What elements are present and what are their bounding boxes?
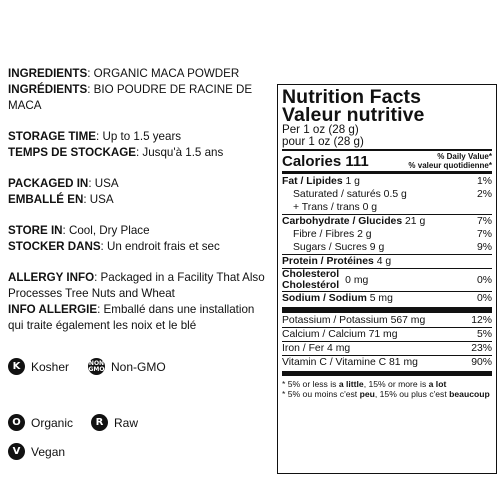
badge-label: Kosher <box>31 359 70 374</box>
product-info <box>8 66 270 334</box>
footnote-fr: * 5% ou moins c'est peu, 15% ou plus c'est beaucoup <box>282 389 490 399</box>
storage-fr: TEMPS DE STOCKAGE: Jusqu'à 1.5 ans <box>8 146 224 159</box>
badge-raw-row <box>91 414 138 431</box>
packaged-en: PACKAGED IN: USA <box>8 177 119 190</box>
sugars-row: Sugars / Sucres 9 g 9% <box>293 242 492 253</box>
store-fr: STOCKER DANS: Un endroit frais et sec <box>8 240 220 253</box>
badge-label: Organic <box>31 415 74 430</box>
packaged-fr: EMBALLÉ EN: USA <box>8 193 114 206</box>
calcium-row: Calcium / Calcium 71 mg 5% <box>282 329 492 340</box>
badge-organic-row <box>8 414 73 431</box>
vegan-icon: V <box>8 443 25 460</box>
store-en: STORE IN: Cool, Dry Place <box>8 224 150 237</box>
calories-label: Calories 111 <box>282 153 369 170</box>
badge-label: Vegan <box>31 444 66 459</box>
protein-row: Protein / Protéines 4 g <box>282 256 392 267</box>
organic-icon: O <box>8 414 25 431</box>
raw-icon: R <box>91 414 108 431</box>
sodium-row: Sodium / Sodium 5 mg 0% <box>282 293 492 304</box>
badge-non-gmo-row <box>88 358 166 375</box>
allergy-en: ALLERGY INFO: Packaged in a Facility That Also Processes Tree Nuts and Wheat <box>8 271 265 300</box>
ingredients-en: INGREDIENTS: ORGANIC MACA POWDER <box>8 67 240 80</box>
iron-row: Iron / Fer 4 mg 23% <box>282 343 492 354</box>
allergy-fr: INFO ALLERGIE: Emballé dans une installation qui traite également les noix et le blé <box>8 303 255 332</box>
carbohydrate-row: Carbohydrate / Glucides 21 g 7% <box>282 216 492 227</box>
badge-label: Raw <box>114 415 139 430</box>
fibre-row: Fibre / Fibres 2 g 7% <box>293 229 492 240</box>
ingredients-fr: INGRÉDIENTS: BIO POUDRE DE RACINE DE MACA <box>8 83 253 112</box>
serving-en: Per 1 oz (28 g) <box>282 123 359 136</box>
badge-vegan-row <box>8 443 65 460</box>
storage-en: STORAGE TIME: Up to 1.5 years <box>8 130 182 143</box>
cholesterol-row: Cholesterol Cholestérol 0 mg 0% <box>282 269 492 291</box>
title-en: Nutrition Facts <box>282 86 422 108</box>
potassium-row: Potassium / Potassium 567 mg 12% <box>282 315 492 326</box>
badge-kosher-row <box>8 358 69 375</box>
calories-row <box>282 152 492 170</box>
saturated-row: Saturated / saturés 0.5 g 2% <box>293 189 492 200</box>
title-fr: Valeur nutritive <box>282 104 425 126</box>
kosher-icon: K <box>8 358 25 375</box>
serving-fr: pour 1 oz (28 g) <box>282 135 364 148</box>
nutrition-facts-panel <box>277 84 497 474</box>
footnote <box>282 377 492 399</box>
badge-label: Non-GMO <box>111 359 166 374</box>
non-gmo-icon: NON GMO <box>88 358 105 375</box>
vitamin-c-row: Vitamin C / Vitamine C 81 mg 90% <box>282 357 492 368</box>
footnote-en: * 5% or less is a little, 15% or more is a lot <box>282 379 447 389</box>
fat-row: Fat / Lipides 1 g 1% <box>282 176 492 187</box>
daily-value-header: % Daily Value* % valeur quotidienne* <box>408 152 492 170</box>
trans-row: + Trans / trans 0 g <box>293 202 378 213</box>
